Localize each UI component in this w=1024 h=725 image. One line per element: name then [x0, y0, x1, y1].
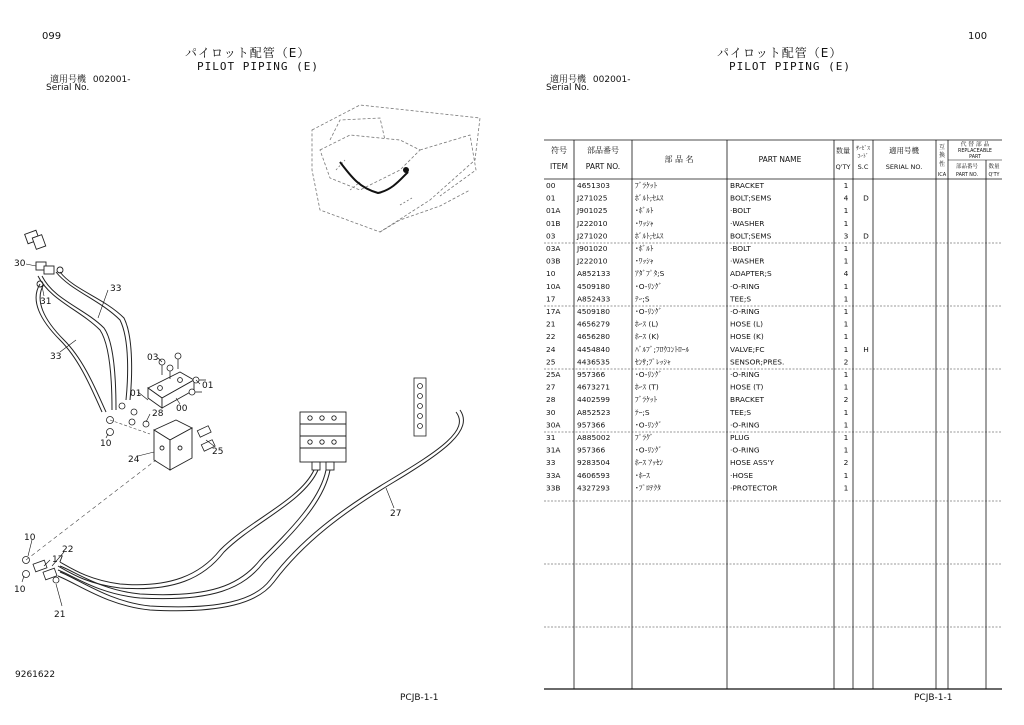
cell-item: 01 — [546, 193, 556, 203]
table-header — [550, 140, 1000, 178]
cell-qty: 2 — [843, 395, 849, 405]
cell-part-no: J271025 — [577, 193, 608, 203]
cell-part-no: 9283504 — [577, 458, 610, 468]
cell-item: 25A — [546, 370, 561, 379]
table-row — [546, 269, 849, 278]
cell-part-name-jp: ﾎｰｽ (K) — [635, 332, 660, 342]
cell-qty: 1 — [843, 332, 849, 342]
cell-item: 33B — [546, 483, 561, 493]
cell-part-no: 957366 — [577, 445, 606, 455]
long-hoses-27 — [58, 410, 463, 611]
row-group-dividers — [544, 243, 1002, 627]
cell-part-no: 4509180 — [577, 281, 610, 291]
callout-21: 21 — [54, 610, 66, 620]
cell-qty: 1 — [843, 470, 849, 480]
table-row — [546, 332, 849, 341]
cell-sc: D — [863, 231, 869, 241]
cell-item: 30A — [546, 420, 561, 430]
cell-item: 31 — [546, 433, 556, 442]
cell-part-no: 4454840 — [577, 344, 610, 354]
header-ica-jp3: 性 — [938, 161, 946, 168]
table-row — [546, 257, 849, 266]
cell-part-name-jp: ﾌﾞﾗｹｯﾄ — [635, 181, 658, 190]
cell-item: 10 — [546, 269, 556, 279]
header-serial-en: SERIAL NO. — [885, 163, 923, 171]
cell-part-name-jp: ﾊﾞﾙﾌﾞ;ﾌﾛｳｺﾝﾄﾛｰﾙ — [635, 344, 690, 354]
cell-part-name-jp: ･O-ﾘﾝｸﾞ — [635, 281, 663, 291]
cell-qty: 1 — [843, 382, 849, 392]
table-row — [546, 345, 869, 354]
cell-part-name-jp: ･ﾜｯｼｬ — [635, 218, 654, 228]
cell-qty: 1 — [843, 244, 849, 253]
callout-10-upper: 10 — [100, 439, 112, 449]
header-qty-jp: 数量 — [836, 147, 850, 155]
left-footer-code: PCJB-1-1 — [400, 693, 439, 703]
cell-qty: 1 — [843, 181, 849, 190]
cell-qty: 1 — [843, 483, 849, 493]
table-row — [546, 458, 848, 467]
cell-part-no: A885002 — [577, 433, 611, 442]
cell-part-name-jp: ﾌﾞﾗｹｯﾄ — [635, 395, 658, 405]
callout-24: 24 — [128, 455, 140, 465]
cell-qty: 1 — [843, 370, 849, 379]
control-valve — [300, 412, 346, 470]
right-title-jp: パイロット配管（E） — [717, 46, 843, 60]
cell-part-name-en: ·WASHER — [730, 218, 765, 228]
cell-qty: 3 — [843, 231, 849, 241]
header-serial-jp: 適用号機 — [889, 146, 919, 155]
table-row — [546, 433, 849, 442]
cell-part-no: 4509180 — [577, 307, 610, 316]
cell-item: 17 — [546, 294, 556, 304]
right-footer-code: PCJB-1-1 — [914, 693, 953, 703]
cell-item: 22 — [546, 332, 556, 342]
cell-part-name-jp: ･O-ﾘﾝｸﾞ — [635, 307, 663, 316]
cell-part-name-en: HOSE (L) — [730, 319, 763, 329]
table-row — [546, 395, 848, 404]
table-row — [546, 383, 849, 392]
right-serial-value: 002001- — [592, 75, 631, 85]
cell-qty: 1 — [843, 281, 849, 291]
cell-part-no: 4327293 — [577, 483, 610, 493]
table-rows — [546, 181, 869, 492]
cell-part-no: A852523 — [577, 407, 611, 417]
callout-00: 00 — [176, 404, 188, 414]
cell-part-name-jp: ﾃｰ;S — [635, 407, 650, 417]
cell-part-name-en: BOLT;SEMS — [730, 193, 772, 203]
bracket-00 — [148, 372, 194, 408]
header-ica-en: ICA — [937, 172, 947, 178]
table-row — [546, 194, 869, 203]
left-serial-value: 002001- — [92, 75, 131, 85]
cell-item: 03A — [546, 244, 561, 253]
table-row — [546, 420, 849, 429]
cell-part-no: 957366 — [577, 420, 606, 430]
cell-part-name-en: VALVE;FC — [730, 344, 765, 354]
right-serial-label-en: Serial No. — [546, 83, 590, 93]
callout-22: 22 — [62, 545, 74, 555]
callout-10-lower: 10 — [14, 585, 26, 595]
table-row — [546, 282, 849, 291]
callout-17: 17 — [52, 555, 64, 565]
left-serial-label-jp: 適用号機 — [50, 75, 87, 85]
callout-10-middle: 10 — [24, 533, 36, 543]
table-row — [546, 294, 849, 303]
cell-part-no: J901025 — [577, 206, 608, 216]
cell-item: 10A — [546, 281, 561, 291]
header-repl-jp: 代 替 部 品 — [960, 142, 990, 148]
cell-part-name-en: ADAPTER;S — [730, 269, 772, 279]
cell-part-name-en: HOSE ASS'Y — [730, 458, 775, 468]
cell-part-name-jp: ･ﾎﾞﾙﾄ — [635, 206, 654, 216]
cell-part-no: J271020 — [577, 231, 608, 241]
cell-part-no: 4656280 — [577, 332, 610, 342]
cell-part-no: 4656279 — [577, 319, 610, 329]
left-figure-number: 9261622 — [15, 670, 56, 680]
left-page-number: 099 — [42, 31, 62, 42]
cell-qty: 1 — [843, 294, 849, 304]
header-part-en: PART NO. — [585, 162, 621, 171]
cell-part-name-jp: ﾌﾟﾗｸﾞ — [635, 433, 654, 442]
table-row — [546, 446, 849, 455]
header-name-en: PART NAME — [758, 155, 802, 164]
header-item-jp: 符号 — [551, 146, 567, 155]
header-sc-jp2: ｺｰﾄﾞ — [857, 154, 869, 160]
callout-31: 31 — [40, 297, 52, 307]
cell-part-name-en: ·O-RING — [730, 445, 760, 455]
left-title-jp: パイロット配管（E） — [185, 46, 311, 60]
cell-item: 24 — [546, 344, 556, 354]
cell-qty: 4 — [843, 269, 849, 279]
cell-part-name-jp: ﾎｰｽ ｱｯｾﾝ — [635, 458, 664, 468]
cell-part-name-en: ·BOLT — [730, 206, 751, 216]
callout-30: 30 — [14, 259, 26, 269]
callout-25: 25 — [212, 447, 224, 457]
header-ica-jp1: 互 — [938, 144, 946, 151]
cell-part-name-jp: ･ﾎﾞﾙﾄ — [635, 244, 654, 253]
parts-list-table — [540, 136, 1010, 696]
machine-outline — [312, 105, 480, 232]
right-serial-label-jp: 適用号機 — [550, 75, 587, 85]
header-repl-qty-jp: 数量 — [988, 164, 1000, 170]
cell-part-name-en: ·WASHER — [730, 256, 765, 266]
cell-part-name-jp: ･O-ﾘﾝｸﾞ — [635, 420, 663, 430]
cell-part-no: 4673271 — [577, 382, 610, 392]
cell-part-name-en: ·O-RING — [730, 281, 760, 291]
cell-part-name-jp: ﾎｰｽ (L) — [635, 319, 659, 329]
header-repl-part-jp: 部品番号 — [955, 164, 979, 170]
table-row — [546, 231, 869, 240]
cell-qty: 1 — [843, 206, 849, 216]
cell-item: 30 — [546, 407, 556, 417]
cell-part-name-en: BOLT;SEMS — [730, 231, 772, 241]
cell-qty: 1 — [843, 344, 849, 354]
cell-part-no: 4402599 — [577, 395, 610, 405]
cell-item: 27 — [546, 382, 556, 392]
left-title-en: PILOT PIPING (E) — [197, 60, 319, 73]
cell-item: 03B — [546, 256, 561, 266]
table-row — [546, 483, 849, 492]
table-row — [546, 370, 849, 379]
leader-dash-2 — [26, 460, 156, 560]
table-row — [546, 181, 849, 190]
cell-qty: 1 — [843, 319, 849, 329]
table-row — [546, 219, 849, 228]
cell-part-name-en: BRACKET — [730, 181, 765, 190]
cell-part-name-jp: ･O-ﾘﾝｸﾞ — [635, 445, 663, 455]
cell-part-no: J222010 — [577, 256, 608, 266]
table-row — [546, 408, 849, 417]
manifold-block — [414, 378, 426, 436]
cell-item: 31A — [546, 445, 561, 455]
cell-part-name-jp: ･ﾎｰｽ — [635, 470, 650, 480]
cell-part-no: A852133 — [577, 269, 611, 279]
cell-part-name-en: ·PROTECTOR — [730, 483, 778, 493]
cell-qty: 1 — [843, 218, 849, 228]
callout-33-upper: 33 — [110, 284, 122, 294]
cell-part-no: 4606593 — [577, 470, 610, 480]
cell-part-name-jp: ｱﾀﾞﾌﾟﾀ;S — [635, 269, 665, 279]
header-part-jp: 部品番号 — [587, 146, 619, 155]
cell-part-name-en: TEE;S — [730, 294, 752, 304]
cell-part-name-en: ·O-RING — [730, 420, 760, 430]
cell-qty: 1 — [843, 256, 849, 266]
cell-part-name-en: TEE;S — [730, 407, 752, 417]
cell-item: 17A — [546, 307, 561, 316]
cell-item: 33 — [546, 458, 556, 468]
table-row — [546, 244, 849, 253]
callout-27: 27 — [390, 509, 402, 519]
cell-item: 21 — [546, 319, 556, 329]
cell-part-name-jp: ﾎﾞﾙﾄ;ｾﾑｽ — [635, 193, 664, 203]
header-qty-en: Q'TY — [835, 163, 851, 171]
cell-sc: H — [863, 344, 869, 354]
cell-item: 01A — [546, 206, 561, 216]
cell-qty: 1 — [843, 307, 849, 316]
cell-qty: 4 — [843, 193, 849, 203]
callout-03: 03 — [147, 353, 159, 363]
table-row — [546, 206, 849, 215]
header-repl-qty-en: Q'TY — [988, 173, 1000, 178]
cell-part-name-en: PLUG — [730, 433, 750, 442]
cell-item: 03 — [546, 231, 556, 241]
table-row — [546, 357, 848, 366]
cell-part-name-jp: ･ﾜｯｼｬ — [635, 256, 654, 266]
header-repl-en1: REPLACEABLE — [958, 149, 992, 154]
machine-piping-highlight — [340, 162, 408, 193]
callout-33-lower: 33 — [50, 352, 62, 362]
cell-qty: 2 — [843, 458, 849, 468]
table-grid — [544, 140, 1002, 689]
right-page-number: 100 — [968, 31, 988, 42]
cell-item: 00 — [546, 181, 556, 190]
cell-part-no: 4651303 — [577, 181, 610, 190]
header-name-jp: 部 品 名 — [664, 155, 694, 164]
header-repl-part-en: PART NO. — [956, 173, 978, 178]
cell-part-no: 957366 — [577, 370, 606, 379]
cell-part-name-jp: ﾎｰｽ (T) — [635, 382, 659, 392]
cell-part-name-jp: ･ﾌﾟﾛﾃｸﾀ — [635, 483, 661, 493]
cell-qty: 2 — [843, 357, 849, 367]
cell-item: 25 — [546, 357, 556, 367]
cell-part-name-en: HOSE (T) — [730, 382, 764, 392]
callout-01-lower: 01 — [130, 389, 142, 399]
cell-qty: 1 — [843, 420, 849, 430]
cell-part-no: J222010 — [577, 218, 608, 228]
table-row — [546, 320, 849, 329]
cell-part-name-en: HOSE (K) — [730, 332, 764, 342]
cell-part-name-en: ·O-RING — [730, 370, 760, 379]
cell-qty: 1 — [843, 445, 849, 455]
cell-part-name-en: ·HOSE — [730, 470, 754, 480]
cell-part-name-jp: ･O-ﾘﾝｸﾞ — [635, 370, 663, 379]
cell-item: 28 — [546, 395, 556, 405]
cell-part-name-jp: ﾃｰ;S — [635, 294, 650, 304]
cell-qty: 1 — [843, 407, 849, 417]
fittings-10-28 — [107, 403, 150, 436]
cell-part-name-en: SENSOR;PRES. — [730, 357, 785, 367]
table-row — [546, 471, 849, 480]
cell-part-name-en: BRACKET — [730, 395, 765, 405]
valve-24 — [154, 420, 192, 470]
header-repl-en2: PART — [969, 155, 981, 160]
cell-part-name-jp: ﾎﾞﾙﾄ;ｾﾑｽ — [635, 231, 664, 241]
cell-item: 01B — [546, 218, 561, 228]
cell-qty: 1 — [843, 433, 849, 442]
header-sc-jp1: ｻｰﾋﾞｽ — [856, 146, 870, 152]
right-title-en: PILOT PIPING (E) — [729, 60, 851, 73]
header-ica-jp2: 換 — [938, 152, 946, 159]
cell-part-name-en: ·BOLT — [730, 244, 751, 253]
cell-sc: D — [863, 193, 869, 203]
callout-28: 28 — [152, 409, 164, 419]
table-row — [546, 307, 849, 316]
cell-part-no: J901020 — [577, 244, 608, 253]
header-sc-en: S.C — [857, 163, 869, 171]
cell-part-no: 4436535 — [577, 357, 610, 367]
header-item-en: ITEM — [549, 162, 569, 171]
cell-part-no: A852433 — [577, 294, 611, 304]
cell-part-name-en: ·O-RING — [730, 307, 760, 316]
cell-part-name-jp: ｾﾝｻ;ﾌﾟﾚｯｼｬ — [635, 357, 671, 367]
left-serial-label-en: Serial No. — [46, 83, 90, 93]
cell-item: 33A — [546, 470, 561, 480]
callout-01-upper: 01 — [202, 381, 214, 391]
machine-piping-point — [403, 167, 409, 173]
